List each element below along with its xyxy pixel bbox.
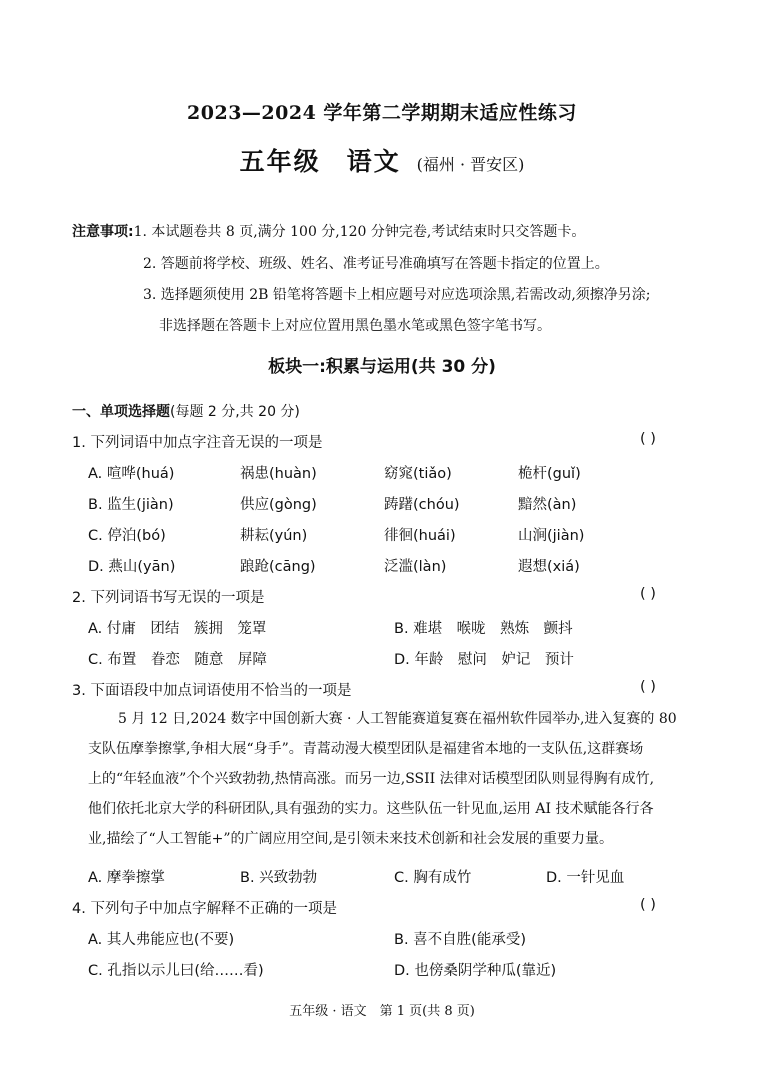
q4-option-a: A. 其人弗能应也(不要) (88, 932, 235, 948)
notes-label: 注意事项: (72, 224, 134, 240)
notes-item-3: 3. 选择题须使用 2B 铅笔将答题卡上相应题号对应选项涂黑,若需改动,须擦净另涂; (143, 287, 651, 303)
q4-stem: 4. 下列句子中加点字解释不正确的一项是 (72, 901, 337, 917)
region-label: (福州 · 晋安区) (416, 155, 525, 174)
q3-passage-line-3: 上的“年轻血液”个个兴致勃勃,热情高涨。而另一边,SSII 法律对话模型团队则显得胸有成竹, (88, 771, 655, 787)
grade-label: 五年级 (239, 147, 321, 176)
part-title: 一、单项选择题 (72, 404, 170, 420)
q1-b-4: 黯然(àn) (518, 497, 577, 513)
q3-stem: 3. 下面语段中加点词语使用不恰当的一项是 (72, 683, 352, 699)
q2-option-c: C. 布置 眷恋 随意 屏障 (88, 652, 267, 668)
q3-passage-line-5: 业,描绘了“人工智能+”的广阔应用空间,是引领未来技术创新和社会发展的重要力量。 (88, 831, 613, 847)
q4-answer-bracket: ( ) (640, 897, 656, 913)
q1-b-2: 供应(gòng) (240, 497, 317, 513)
q3-answer-bracket: ( ) (640, 679, 656, 695)
part-heading (72, 401, 300, 421)
section-heading: 板块一:积累与运用(共 30 分) (268, 357, 496, 377)
q3-option-c: C. 胸有成竹 (394, 870, 472, 886)
exam-title: 2023—2024 学年第二学期期末适应性练习 (187, 102, 577, 124)
q1-b-1: B. 监生(jiàn) (88, 497, 174, 513)
page-footer: 五年级 · 语文 第 1 页(共 8 页) (289, 1004, 475, 1019)
part-note: (每题 2 分,共 20 分) (170, 404, 300, 420)
exam-subtitle (0, 142, 764, 178)
q3-passage-line-2: 支队伍摩拳擦掌,争相大展“身手”。青蒿动漫大模型团队是福建省本地的一支队伍,这群赛场 (88, 741, 644, 757)
q1-stem: 1. 下列词语中加点字注音无误的一项是 (72, 435, 323, 451)
q1-a-3: 窈窕(tiǎo) (384, 466, 452, 482)
q4-option-c: C. 孔指以示儿曰(给……看) (88, 963, 264, 979)
notes-line-1 (72, 221, 585, 241)
notes-item-2: 2. 答题前将学校、班级、姓名、准考证号准确填写在答题卡指定的位置上。 (143, 256, 609, 272)
q2-option-a: A. 付庸 团结 簇拥 笼罩 (88, 621, 267, 637)
q4-option-b: B. 喜不自胜(能承受) (394, 932, 526, 948)
q1-c-4: 山涧(jiàn) (518, 528, 585, 544)
q2-option-b: B. 难堪 喉咙 熟炼 颤抖 (394, 621, 573, 637)
q2-option-d: D. 年龄 慰问 妒记 预计 (394, 652, 574, 668)
q1-d-4: 遐想(xiá) (518, 559, 580, 575)
q3-option-a: A. 摩拳擦掌 (88, 870, 165, 886)
subject-label: 语文 (346, 147, 401, 176)
q3-passage-line-4: 他们依托北京大学的科研团队,具有强劲的实力。这些队伍一针见血,运用 AI 技术赋能各行各 (88, 801, 654, 817)
q1-c-3: 徘徊(huái) (384, 528, 456, 544)
q1-a-2: 祸患(huàn) (240, 466, 317, 482)
notes-item-4: 非选择题在答题卡上对应位置用黑色墨水笔或黑色签字笔书写。 (159, 318, 551, 334)
notes-item-1: 1. 本试题卷共 8 页,满分 100 分,120 分钟完卷,考试结束时只交答题卡。 (133, 224, 586, 240)
q1-d-2: 踉跄(cāng) (240, 559, 316, 575)
q2-stem: 2. 下列词语书写无误的一项是 (72, 590, 265, 606)
q1-c-2: 耕耘(yún) (240, 528, 308, 544)
q1-a-1: A. 喧哗(huá) (88, 466, 175, 482)
q1-c-1: C. 停泊(bó) (88, 528, 166, 544)
q1-b-3: 踌躇(chóu) (384, 497, 460, 513)
q2-answer-bracket: ( ) (640, 586, 656, 602)
q3-option-b: B. 兴致勃勃 (240, 870, 318, 886)
q3-passage-line-1: 5 月 12 日,2024 数字中国创新大赛 · 人工智能赛道复赛在福州软件园举办,进入复赛的 80 (118, 711, 677, 727)
q3-option-d: D. 一针见血 (546, 870, 625, 886)
q1-d-1: D. 燕山(yān) (88, 559, 176, 575)
q1-a-4: 桅杆(guǐ) (518, 466, 581, 482)
q1-d-3: 泛滥(làn) (384, 559, 447, 575)
q4-option-d: D. 也傍桑阴学种瓜(靠近) (394, 963, 557, 979)
q1-answer-bracket: ( ) (640, 431, 656, 447)
